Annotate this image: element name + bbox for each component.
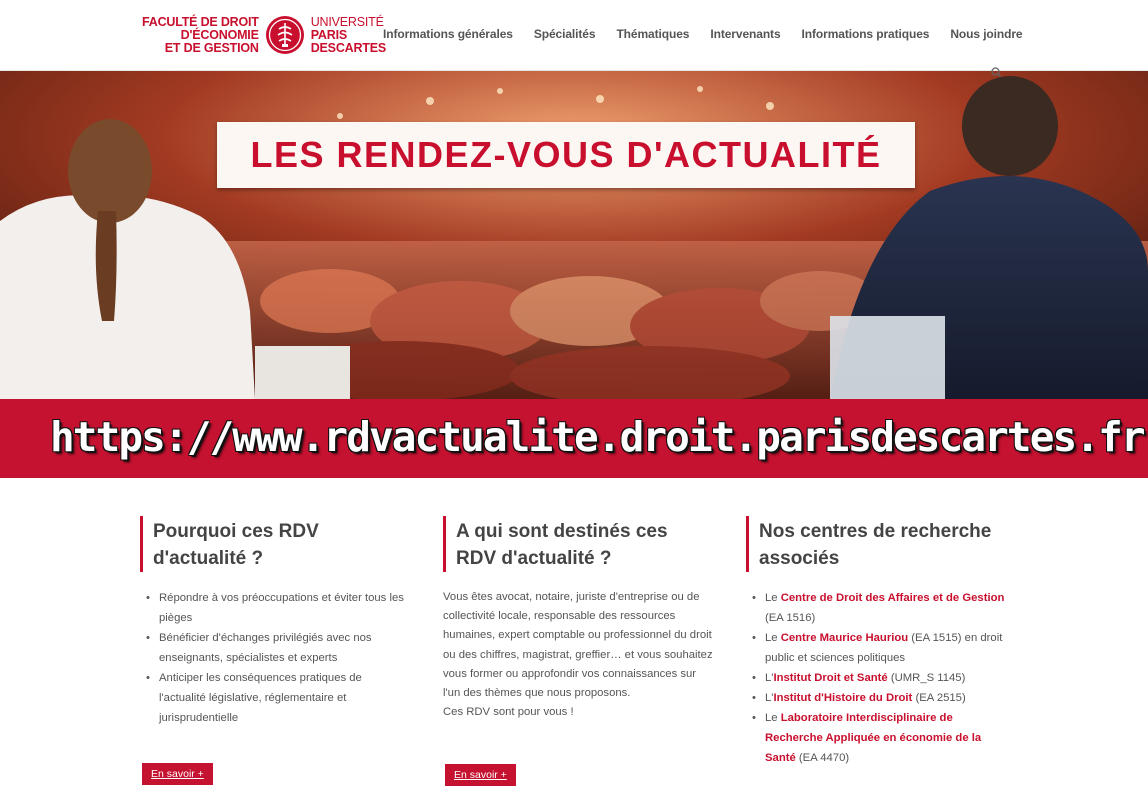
- reasons-list: [140, 588, 410, 728]
- list-item: • Répondre à vos préoccupations et éviter tous les pièges: [152, 588, 410, 628]
- research-center-link[interactable]: Institut Droit et Santé: [773, 672, 888, 684]
- list-item: [758, 668, 1008, 688]
- logo-line: UNIVERSITÉ: [310, 14, 384, 29]
- logo-line: FACULTÉ DE DROIT: [142, 14, 259, 29]
- nav-specialites[interactable]: Spécialités: [533, 27, 596, 41]
- hero-banner: [0, 71, 1148, 399]
- en-savoir-plus-button[interactable]: En savoir +: [142, 763, 213, 785]
- title-line: Nos centres de recherche: [759, 521, 992, 542]
- hero-title-card: [217, 122, 915, 188]
- list-item: • Bénéficier d'échanges privilégiés avec nos enseignants, spécialistes et experts: [152, 628, 410, 668]
- column-why: [140, 516, 410, 728]
- column-title: [153, 516, 410, 572]
- column-audience: [443, 516, 713, 722]
- title-line: RDV d'actualité ?: [456, 548, 612, 569]
- list-item: [758, 588, 1008, 628]
- title-line: associés: [759, 548, 840, 569]
- item-suffix: (UMR_S 1145): [887, 672, 966, 684]
- item-prefix: L': [765, 692, 774, 704]
- column-heading: [140, 516, 410, 572]
- research-center-link[interactable]: Centre Maurice Hauriou: [780, 632, 909, 644]
- list-item: • Anticiper les conséquences pratiques de l'actualité législative, réglementaire et jurisprudentielle: [152, 668, 410, 728]
- main-nav: [383, 27, 1023, 41]
- item-prefix: Le: [765, 712, 781, 724]
- en-savoir-plus-button[interactable]: En savoir +: [445, 764, 516, 786]
- item-prefix: Le: [765, 592, 781, 604]
- list-item: [758, 628, 1008, 668]
- university-seal-icon: [265, 15, 305, 55]
- research-centers-list: [746, 588, 1008, 768]
- nav-nous-joindre[interactable]: Nous joindre: [950, 27, 1023, 41]
- logo-university-text: [311, 16, 386, 55]
- nav-intervenants[interactable]: Intervenants: [710, 27, 781, 41]
- site-url[interactable]: https://www.rdvactualite.droit.parisdescartes.fr: [50, 413, 1144, 461]
- logo-line: PARIS: [310, 27, 347, 42]
- search-icon[interactable]: [991, 67, 1001, 77]
- audience-text-closing: Ces RDV sont pour vous !: [443, 706, 574, 719]
- research-center-link[interactable]: Institut d'Histoire du Droit: [773, 692, 913, 704]
- nav-thematiques[interactable]: Thématiques: [616, 27, 690, 41]
- item-suffix: (EA 2515): [912, 692, 966, 704]
- audience-text: Vous êtes avocat, notaire, juriste d'entreprise ou de collectivité locale, responsable des ressources humaines, expert comptable ou professionnel du droit ou des chiffres, magistrat, greffier… et vous souhaitez vous former ou approfondir vos connaissances sur l'un des thèmes que nous proposons.: [443, 591, 713, 700]
- logo-line: DESCARTES: [310, 40, 387, 55]
- list-item: [758, 688, 1008, 708]
- hero-title: LES RENDEZ-VOUS D'ACTUALITÉ: [250, 134, 882, 175]
- research-center-link[interactable]: Centre de Droit des Affaires et de Gestion: [780, 592, 1005, 604]
- nav-informations-generales[interactable]: Informations générales: [383, 27, 513, 41]
- url-banner: [0, 399, 1148, 478]
- nav-informations-pratiques[interactable]: Informations pratiques: [801, 27, 930, 41]
- column-title: [456, 516, 713, 572]
- title-line: d'actualité ?: [153, 548, 264, 569]
- item-suffix: (EA 4470): [795, 752, 850, 764]
- logo-line: D'ÉCONOMIE: [180, 27, 259, 42]
- conference-photo: [0, 71, 1148, 399]
- audience-paragraph: [443, 588, 713, 722]
- item-prefix: L': [765, 672, 774, 684]
- title-line: A qui sont destinés ces: [456, 521, 668, 542]
- column-title: [759, 516, 1008, 572]
- column-research-centers: [746, 516, 1008, 768]
- logo-faculty-text: [142, 16, 259, 55]
- research-center-link[interactable]: Laboratoire Interdisciplinaire de Recherche Appliquée en économie de la Santé: [765, 712, 982, 764]
- item-suffix: (EA 1515) en droit public et sciences politiques: [765, 632, 1003, 664]
- item-suffix: (EA 1516): [765, 612, 816, 624]
- column-heading: [443, 516, 713, 572]
- logo-line: ET DE GESTION: [164, 40, 259, 55]
- list-item: [758, 708, 1008, 768]
- title-line: Pourquoi ces RDV: [153, 521, 319, 542]
- university-logo[interactable]: [142, 12, 386, 58]
- item-prefix: Le: [765, 632, 781, 644]
- column-heading: [746, 516, 1008, 572]
- site-header: [0, 0, 1148, 71]
